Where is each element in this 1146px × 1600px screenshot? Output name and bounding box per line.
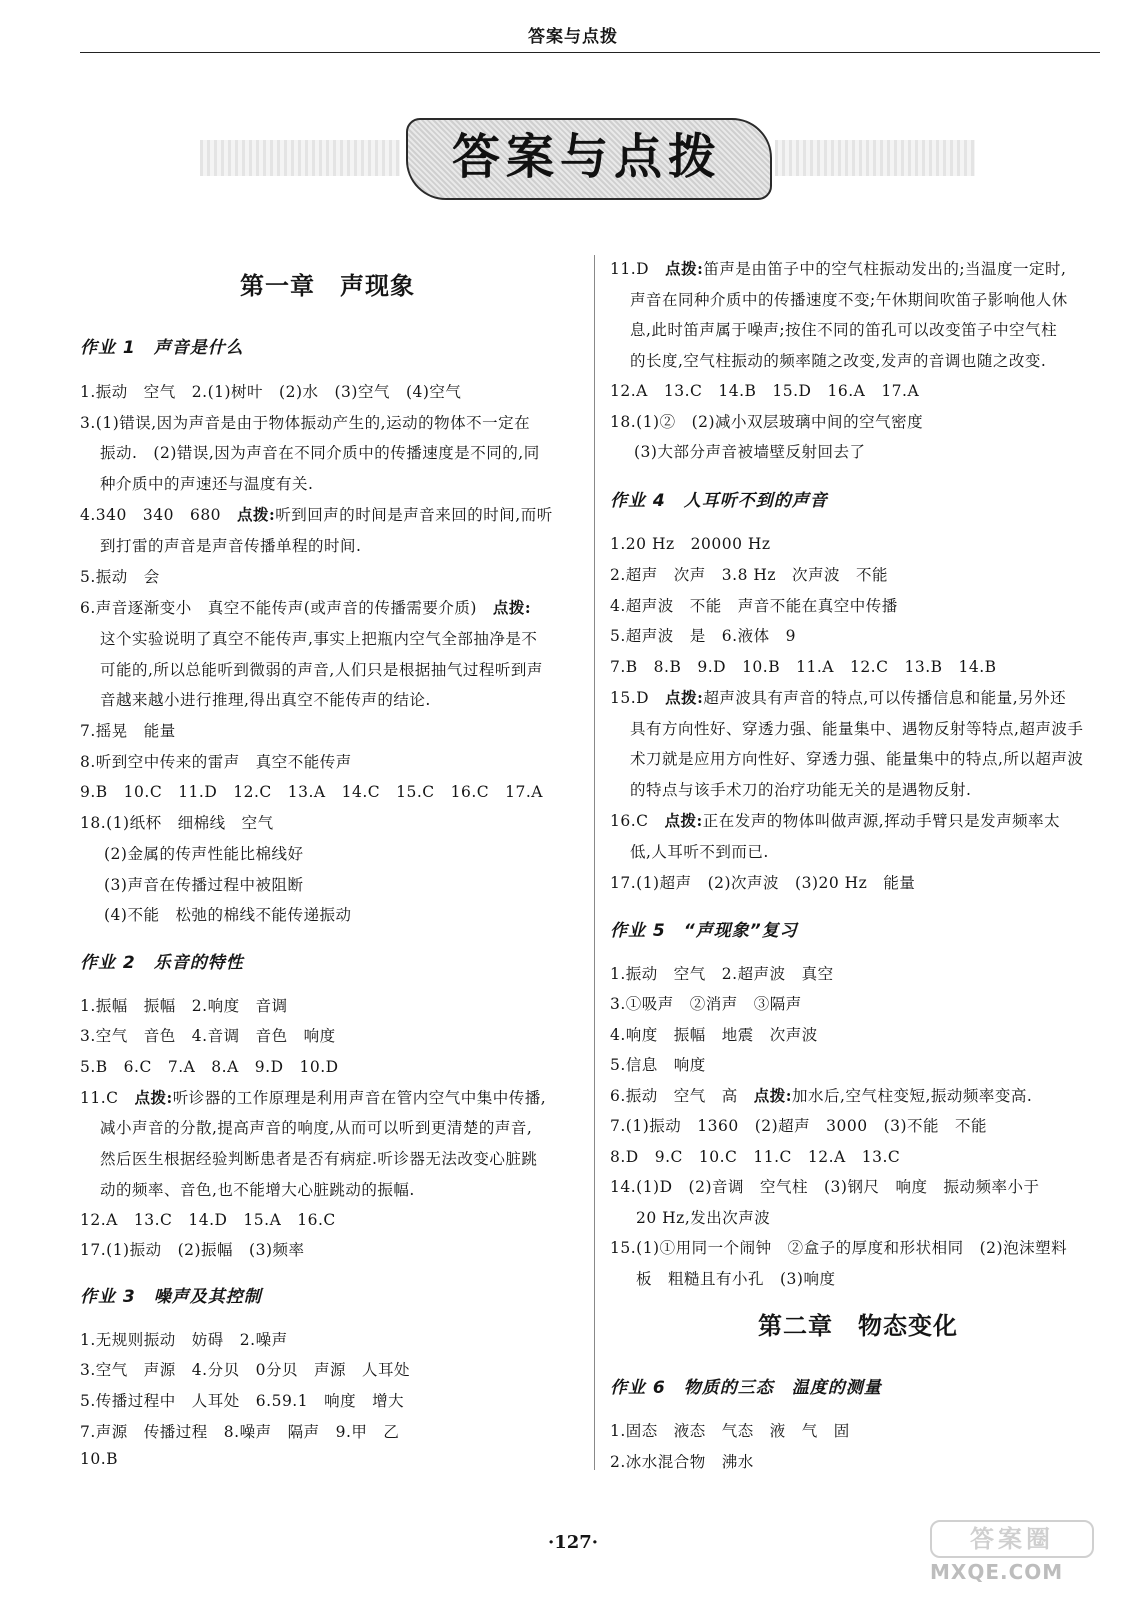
hw1-line: 这个实验说明了真空不能传声,事实上把瓶内空气全部抽净是不 — [100, 630, 538, 648]
hw2-line: 减小声音的分散,提高声音的响度,从而可以听到更清楚的声音, — [100, 1119, 533, 1137]
hw5-line — [610, 1084, 1032, 1106]
hw2-line: 1.振幅 振幅 2.响度 音调 — [80, 997, 288, 1015]
hw2-line — [80, 1086, 546, 1108]
hw4-line: 的特点与该手术刀的治疗功能无关的是遇物反射. — [630, 781, 972, 799]
hw3-cont-line — [610, 257, 1066, 279]
chapter-1-heading: 第一章 声现象 — [240, 271, 415, 300]
hw3-line: 3.空气 声源 4.分贝 0分贝 声源 人耳处 — [80, 1361, 410, 1379]
hw5-line: 3.①吸声 ②消声 ③隔声 — [610, 995, 802, 1013]
hw1-line: 9.B 10.C 11.D 12.C 13.A 14.C 15.C 16.C 17.A — [80, 783, 543, 801]
hint-label: 点拨: — [492, 598, 532, 617]
hw3-cont-line: 息,此时笛声属于噪声;按住不同的笛孔可以改变笛子中空气柱 — [630, 321, 1058, 339]
hw5-line: 20 Hz,发出次声波 — [636, 1209, 771, 1227]
hw4-q16-answer: 16.C — [610, 812, 665, 830]
hw3-line: 1.无规则振动 妨碍 2.噪声 — [80, 1331, 288, 1349]
hw5-line: 8.D 9.C 10.C 11.C 12.A 13.C — [610, 1148, 901, 1166]
hw1-line: 种介质中的声速还与温度有关. — [100, 475, 314, 493]
hw1-line: 1.振动 空气 2.(1)树叶 (2)水 (3)空气 (4)空气 — [80, 383, 462, 401]
hint-text: 加水后,空气柱变短,振动频率变高. — [792, 1087, 1033, 1105]
hw1-line: 8.听到空中传来的雷声 真空不能传声 — [80, 753, 352, 771]
hw1-line: (3)声音在传播过程中被阻断 — [104, 876, 304, 894]
hw1-heading: 作业 1 声音是什么 — [80, 338, 244, 358]
hw6-line: 2.冰水混合物 沸水 — [610, 1453, 754, 1471]
hw2-line: 3.空气 音色 4.音调 音色 响度 — [80, 1027, 336, 1045]
hw1-line: 5.振动 会 — [80, 568, 160, 586]
hint-text: 正在发声的物体叫做声源,挥动手臂只是发声频率太 — [702, 812, 1061, 830]
hw5-line: 15.(1)①用同一个闹钟 ②盒子的厚度和形状相同 (2)泡沫塑料 — [610, 1239, 1068, 1257]
hint-label: 点拨: — [237, 505, 276, 524]
hw4-line: 17.(1)超声 (2)次声波 (3)20 Hz 能量 — [610, 874, 916, 892]
hw4-line: 具有方向性好、穿透力强、能量集中、遇物反射等特点,超声波手 — [630, 720, 1084, 738]
hw5-heading: 作业 5 “声现象”复习 — [610, 921, 798, 941]
hw4-line: 4.超声波 不能 声音不能在真空中传播 — [610, 597, 898, 615]
hw2-line: 动的频率、音色,也不能增大心脏跳动的振幅. — [100, 1181, 415, 1199]
hw4-line: 2.超声 次声 3.8 Hz 次声波 不能 — [610, 566, 889, 584]
hw3-heading: 作业 3 噪声及其控制 — [80, 1287, 262, 1307]
hw2-heading: 作业 2 乐音的特性 — [80, 953, 244, 973]
hw4-line: 7.B 8.B 9.D 10.B 11.A 12.C 13.B 14.B — [610, 658, 997, 676]
hw3-line: 5.传播过程中 人耳处 6.59.1 响度 增大 — [80, 1392, 405, 1410]
hw1-line: (2)金属的传声性能比棉线好 — [104, 845, 304, 863]
hw1-line: 7.摇晃 能量 — [80, 722, 176, 740]
hint-label: 点拨: — [753, 1086, 793, 1105]
hw3-cont-line: 的长度,空气柱振动的频率随之改变,发声的音调也随之改变. — [630, 352, 1047, 370]
hw6-line: 1.固态 液态 气态 液 气 固 — [610, 1422, 850, 1440]
hw1-q6-answer: 6.声音逐渐变小 真空不能传声(或声音的传播需要介质) — [80, 599, 493, 617]
hint-label: 点拨: — [134, 1088, 173, 1107]
banner-texture-left — [200, 140, 400, 176]
chapter-2-heading: 第二章 物态变化 — [758, 1311, 958, 1340]
hw1-q4-answer: 4.340 340 680 — [80, 506, 238, 524]
hw1-line: 振动. (2)错误,因为声音在不同介质中的传播速度是不同的,同 — [100, 444, 540, 462]
hint-text: 听诊器的工作原理是利用声音在管内空气中集中传播, — [172, 1089, 547, 1107]
hw5-line: 5.信息 响度 — [610, 1056, 706, 1074]
banner-texture-right — [775, 140, 975, 176]
hw5-q6-answer: 6.振动 空气 高 — [610, 1087, 754, 1105]
hint-label: 点拨: — [664, 811, 703, 830]
hw4-q15-answer: 15.D — [610, 689, 666, 707]
hw3-cont-line: 18.(1)② (2)减小双层玻璃中间的空气密度 — [610, 413, 924, 431]
hw1-line: 3.(1)错误,因为声音是由于物体振动产生的,运动的物体不一定在 — [80, 414, 531, 432]
hint-text: 听到回声的时间是声音来回的时间,而听 — [275, 506, 553, 524]
hw4-line: 低,人耳听不到而已. — [630, 843, 769, 861]
hw3-cont-line: 12.A 13.C 14.B 15.D 16.A 17.A — [610, 382, 920, 400]
hint-label: 点拨: — [665, 688, 704, 707]
hw2-q11-answer: 11.C — [80, 1089, 135, 1107]
hw3-cont-line: (3)大部分声音被墙壁反射回去了 — [634, 443, 866, 461]
hw6-heading: 作业 6 物质的三态 温度的测量 — [610, 1378, 882, 1398]
hw3-cont-line: 声音在同种介质中的传播速度不变;午休期间吹笛子影响他人休 — [630, 291, 1068, 309]
hw4-line — [610, 686, 1066, 708]
hint-label: 点拨: — [665, 259, 704, 278]
hw2-line: 17.(1)振动 (2)振幅 (3)频率 — [80, 1241, 305, 1259]
hw5-line: 板 粗糙且有小孔 (3)响度 — [636, 1270, 836, 1288]
hw5-line: 7.(1)振动 1360 (2)超声 3000 (3)不能 不能 — [610, 1117, 988, 1135]
hw2-line: 然后医生根据经验判断患者是否有病症.听诊器无法改变心脏跳 — [100, 1150, 538, 1168]
hw5-line: 4.响度 振幅 地震 次声波 — [610, 1026, 818, 1044]
watermark-url: MXQE.COM — [930, 1560, 1064, 1584]
watermark-logo: 答案圈 — [930, 1520, 1094, 1558]
hint-text: 超声波具有声音的特点,可以传播信息和能量,另外还 — [703, 689, 1067, 707]
hw1-line — [80, 596, 531, 618]
column-divider — [594, 255, 595, 1470]
hw1-line: 18.(1)纸杯 细棉线 空气 — [80, 814, 274, 832]
hw1-line — [80, 503, 553, 525]
hw2-line: 5.B 6.C 7.A 8.A 9.D 10.D — [80, 1058, 339, 1076]
header-rule — [80, 52, 1100, 53]
hw1-line: 音越来越小进行推理,得出真空不能传声的结论. — [100, 691, 431, 709]
banner-title: 答案与点拨 — [451, 129, 722, 185]
hw5-line: 14.(1)D (2)音调 空气柱 (3)钢尺 响度 振动频率小于 — [610, 1178, 1040, 1196]
hw3-line: 10.B — [80, 1450, 119, 1468]
page-number: ·127· — [547, 1532, 599, 1553]
hw1-line: (4)不能 松弛的棉线不能传递振动 — [104, 906, 352, 924]
hw4-line — [610, 809, 1060, 831]
running-header: 答案与点拨 — [528, 27, 618, 47]
hw4-line: 5.超声波 是 6.液体 9 — [610, 627, 796, 645]
hw4-heading: 作业 4 人耳听不到的声音 — [610, 491, 828, 511]
hw4-line: 术刀就是应用方向性好、穿透力强、能量集中的特点,所以超声波 — [630, 750, 1084, 768]
hw1-line: 到打雷的声音是声音传播单程的时间. — [100, 537, 362, 555]
hint-text: 笛声是由笛子中的空气柱振动发出的;当温度一定时, — [703, 260, 1067, 278]
hw1-line: 可能的,所以总能听到微弱的声音,人们只是根据抽气过程听到声 — [100, 661, 543, 679]
hw5-line: 1.振动 空气 2.超声波 真空 — [610, 965, 834, 983]
hw3-line: 7.声源 传播过程 8.噪声 隔声 9.甲 乙 — [80, 1423, 400, 1441]
hw3-q11-answer: 11.D — [610, 260, 666, 278]
hw2-line: 12.A 13.C 14.D 15.A 16.C — [80, 1211, 336, 1229]
watermark — [930, 1520, 1130, 1584]
hw4-line: 1.20 Hz 20000 Hz — [610, 535, 771, 553]
